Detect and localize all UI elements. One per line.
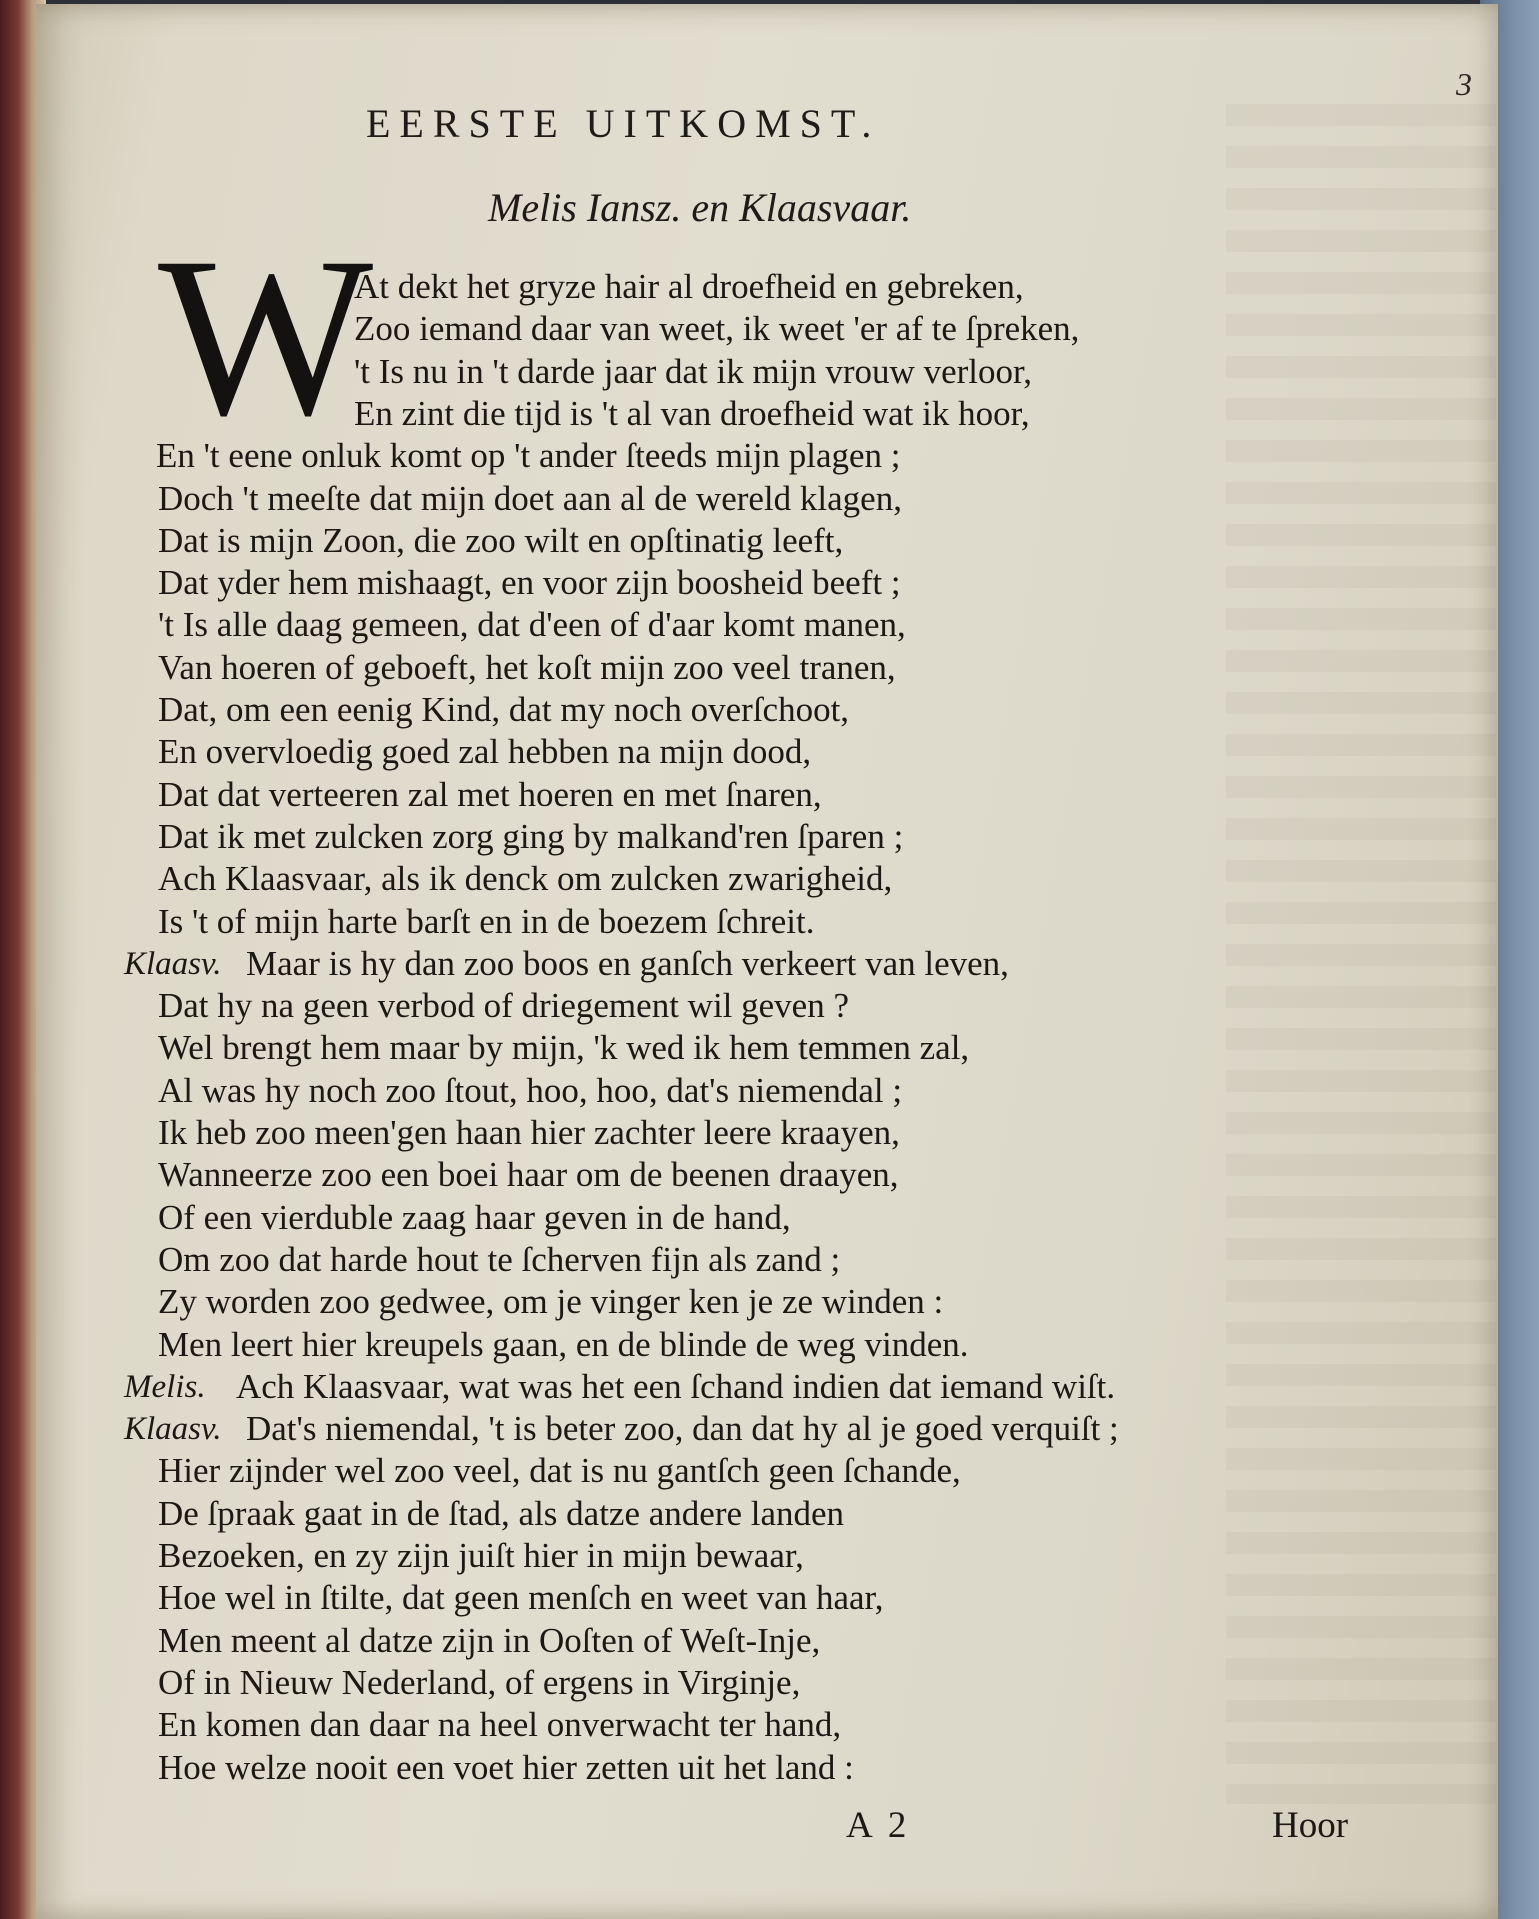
speaker-label: Klaasv. <box>124 946 222 982</box>
verse-line: Wel brengt hem maar by mijn, 'k wed ik hem temmen zal, <box>158 1028 970 1067</box>
verse-line: Dat is mijn Zoon, die zoo wilt en opſtinatig leeft, <box>158 521 844 560</box>
verse-line: Wanneerze zoo een boei haar om de beenen draayen, <box>158 1155 899 1194</box>
verse-line: Van hoeren of geboeft, het koſt mijn zoo veel tranen, <box>158 648 896 687</box>
verse-line: Hoe wel in ſtilte, dat geen menſch en weet van haar, <box>158 1578 884 1617</box>
verse-line: Ach Klaasvaar, wat was het een ſchand indien dat iemand wiſt. <box>236 1367 1116 1406</box>
scene-title: Melis Iansz. en Klaasvaar. <box>488 185 912 230</box>
verse-line: Al was hy noch zoo ſtout, hoo, hoo, dat's niemendal ; <box>158 1071 903 1110</box>
page-number: 3 <box>1456 66 1472 102</box>
verse-line: En overvloedig goed zal hebben na mijn dood, <box>158 732 812 771</box>
show-through-text <box>1226 104 1496 1804</box>
verse-line: Dat hy na geen verbod of driegement wil geven ? <box>158 986 849 1025</box>
speaker-label: Melis. <box>124 1369 206 1405</box>
verse-line: Is 't of mijn harte barſt en in de boezem ſchreit. <box>158 902 815 941</box>
verse-line: Men leert hier kreupels gaan, en de blinde de weg vinden. <box>158 1325 969 1364</box>
verse-line: Dat, om een eenig Kind, dat my noch overſchoot, <box>158 690 850 729</box>
verse-line: Hier zijnder wel zoo veel, dat is nu gantſch geen ſchande, <box>158 1451 961 1490</box>
verse-line: Dat yder hem mishaagt, en voor zijn boosheid beeft ; <box>158 563 901 602</box>
verse-line: Bezoeken, en zy zijn juiſt hier in mijn bewaar, <box>158 1536 804 1575</box>
verse-line: Zoo iemand daar van weet, ik weet 'er af te ſpreken, <box>354 309 1080 348</box>
verse-line: At dekt het gryze hair al droefheid en gebreken, <box>354 267 1024 306</box>
verse-line: 't Is nu in 't darde jaar dat ik mijn vrouw verloor, <box>354 352 1032 391</box>
verse-line: En komen dan daar na heel onverwacht ter hand, <box>158 1705 842 1744</box>
verse-line: Dat ik met zulcken zorg ging by malkand'ren ſparen ; <box>158 817 904 856</box>
verse-line: Maar is hy dan zoo boos en ganſch verkeert van leven, <box>246 944 1009 983</box>
verse-line: Of in Nieuw Nederland, of ergens in Virginje, <box>158 1663 801 1702</box>
catchword: Hoor <box>1272 1805 1349 1846</box>
signature-mark: A 2 <box>846 1805 911 1846</box>
verse-line: 't Is alle daag gemeen, dat d'een of d'aar komt manen, <box>158 605 906 644</box>
verse-line: Of een vierduble zaag haar geven in de hand, <box>158 1198 791 1237</box>
speaker-label: Klaasv. <box>124 1411 222 1447</box>
verse-line: Zy worden zoo gedwee, om je vinger ken je ze winden : <box>158 1282 944 1321</box>
verse-line: Men meent al datze zijn in Ooſten of Weſt-Inje, <box>158 1621 821 1660</box>
verse-line: Dat's niemendal, 't is beter zoo, dan dat hy al je goed verquiſt ; <box>246 1409 1119 1448</box>
verse-line: Om zoo dat harde hout te ſcherven fijn als zand ; <box>158 1240 841 1279</box>
verse-line: Ach Klaasvaar, als ik denck om zulcken zwarigheid, <box>158 859 893 898</box>
verse-line: Doch 't meeſte dat mijn doet aan al de wereld klagen, <box>158 479 902 518</box>
book-page <box>36 4 1498 1919</box>
running-head: EERSTE UITKOMST. <box>366 101 881 146</box>
verse-line: Ik heb zoo meen'gen haan hier zachter leere kraayen, <box>158 1113 900 1152</box>
drop-cap: W <box>158 211 374 463</box>
verse-line: Hoe welze nooit een voet hier zetten uit het land : <box>158 1748 854 1787</box>
verse-line: En 't eene onluk komt op 't ander ſteeds mijn plagen ; <box>156 436 901 475</box>
verse-line: En zint die tijd is 't al van droefheid wat ik hoor, <box>354 394 1030 433</box>
verse-line: De ſpraak gaat in de ſtad, als datze andere landen <box>158 1494 845 1533</box>
verse-line: Dat dat verteeren zal met hoeren en met ſnaren, <box>158 775 822 814</box>
